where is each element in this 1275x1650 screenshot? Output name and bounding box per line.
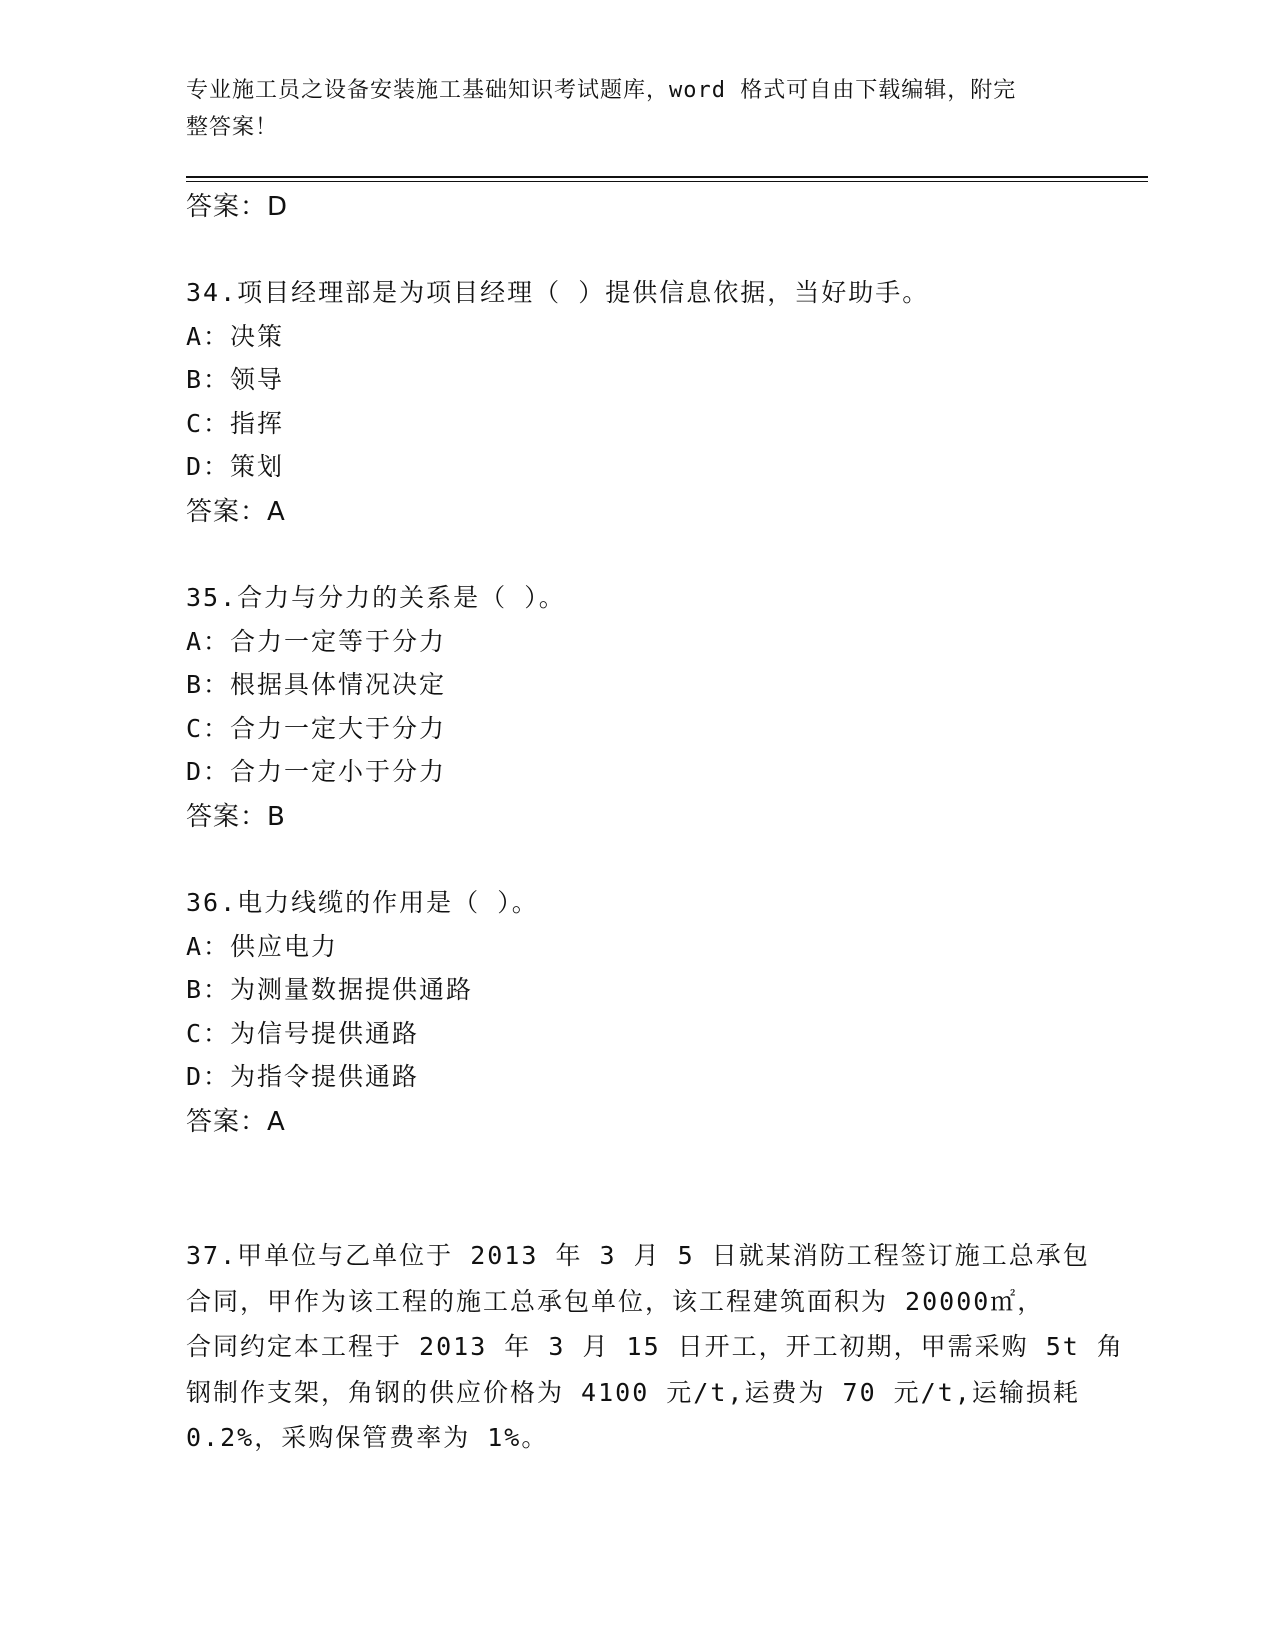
answer-q35: 答案：B — [186, 802, 286, 832]
page-header — [186, 72, 1066, 146]
question-36-option-a: A：供应电力 — [186, 932, 339, 961]
header-divider-thin — [186, 181, 1148, 182]
answer-q36: 答案：A — [186, 1107, 286, 1137]
answer-q34: 答案：A — [186, 497, 286, 527]
question-37-line-3: 合同约定本工程于 2013 年 3 月 15 日开工，开工初期，甲需采购 5t 角 — [186, 1332, 1124, 1361]
question-34-option-c: C：指挥 — [186, 409, 285, 438]
question-34-option-d: D：策划 — [186, 452, 285, 481]
header-divider-thick — [186, 176, 1148, 178]
question-35-stem: 35.合力与分力的关系是（ ）。 — [186, 583, 566, 612]
question-37-stem — [186, 1233, 1124, 1461]
question-34-option-b: B：领导 — [186, 365, 285, 394]
question-37-line-4: 钢制作支架，角钢的供应价格为 4100 元/t,运费为 70 元/t,运输损耗 — [186, 1377, 1080, 1407]
question-36-stem: 36.电力线缆的作用是（ ）。 — [186, 888, 539, 917]
header-line-1: 专业施工员之设备安装施工基础知识考试题库，word 格式可自由下载编辑，附完 — [186, 78, 1017, 103]
question-34-option-a: A：决策 — [186, 322, 285, 351]
question-36-option-c: C：为信号提供通路 — [186, 1019, 420, 1048]
answer-q33: 答案：D — [186, 192, 289, 222]
question-36-option-b: B：为测量数据提供通路 — [186, 975, 474, 1004]
question-34-stem: 34.项目经理部是为项目经理（ ）提供信息依据，当好助手。 — [186, 278, 930, 307]
question-35-option-c: C：合力一定大于分力 — [186, 714, 447, 743]
question-36-option-d: D：为指令提供通路 — [186, 1062, 420, 1091]
question-35-option-d: D：合力一定小于分力 — [186, 757, 447, 786]
question-37-line-2: 合同，甲作为该工程的施工总承包单位，该工程建筑面积为 20000㎡， — [186, 1286, 1045, 1316]
question-37-line-1: 37.甲单位与乙单位于 2013 年 3 月 5 日就某消防工程签订施工总承包 — [186, 1241, 1090, 1270]
question-35-option-b: B：根据具体情况决定 — [186, 670, 447, 699]
question-35-option-a: A：合力一定等于分力 — [186, 627, 447, 656]
header-line-2: 整答案！ — [186, 115, 279, 140]
question-37-line-5: 0.2%，采购保管费率为 1%。 — [186, 1423, 549, 1452]
